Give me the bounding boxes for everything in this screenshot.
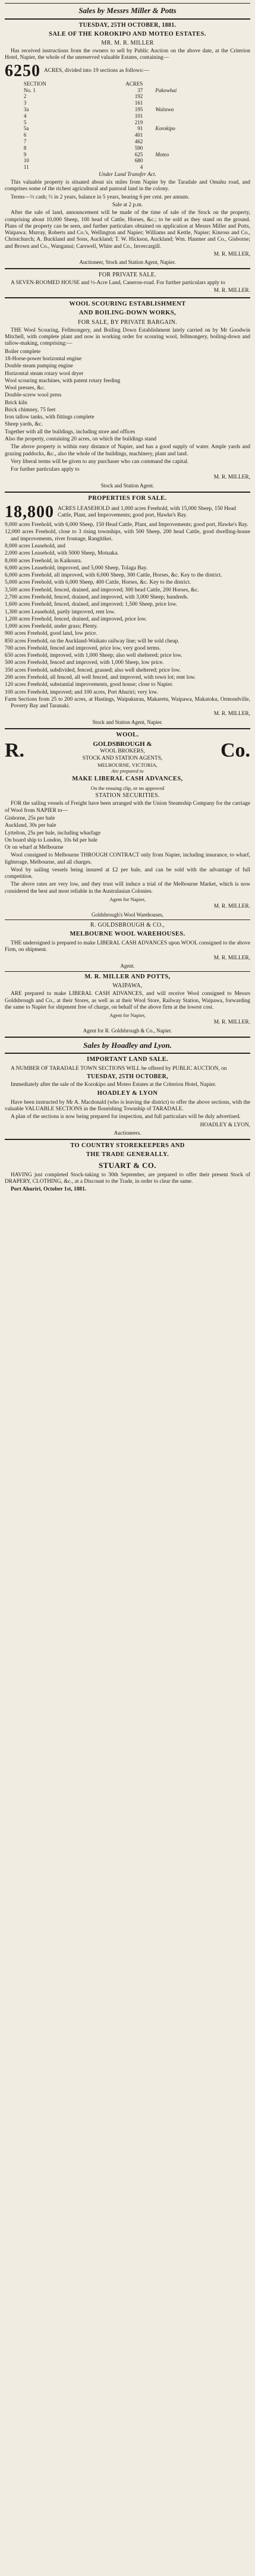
divider	[5, 919, 250, 920]
list-item: Brick kiln	[5, 399, 27, 406]
korokipo-advert	[5, 22, 250, 266]
list-item: 6,000 acres Freehold, all improved, with 6,000 Sheep, 300 Cattle, Horses, &c. Key to the district.	[5, 572, 222, 579]
signature-title: Stock and Station Agent.	[100, 482, 155, 489]
firm-line-4: Are prepared to	[111, 768, 144, 774]
list-item: 3,500 acres Freehold, fenced, drained, and improved; 300 head Cattle, 200 Horses, &c.	[5, 587, 199, 593]
divider	[5, 268, 250, 269]
cell-section: 2	[23, 93, 27, 100]
table-row	[22, 145, 233, 152]
list-item: Double steam pumping engine	[5, 363, 73, 370]
list-item: 850 acres Freehold, on the Auckland-Waikato railway line; will be sold cheap.	[5, 638, 180, 644]
table-row	[22, 87, 233, 94]
acreage-figure: 6250	[5, 61, 40, 80]
list-item: Boiler complete	[5, 348, 41, 355]
auctioneer-name: MR. M. R. MILLER	[101, 40, 154, 47]
col-head-acres: ACRES	[125, 80, 143, 87]
stuart-heading-1: TO COUNTRY STOREKEEPERS AND	[70, 1142, 185, 1149]
cell-place: Pakowhai	[155, 87, 177, 93]
cell-acres: 4	[140, 164, 143, 171]
list-item: 900 acres Freehold, good land, low price.	[5, 631, 97, 637]
sections-table-body	[22, 87, 233, 171]
list-item: Auckland, 30s per bale	[5, 823, 56, 829]
cell-place	[144, 138, 233, 145]
freight-rate-list	[5, 815, 250, 851]
list-item: 350 acres Freehold, subdivided, fenced, grassed; also well sheltered; price low.	[5, 667, 181, 673]
cell-acres: 462	[134, 138, 143, 144]
goldsbrough-advert	[5, 732, 250, 918]
col-head-place	[144, 81, 233, 87]
list-item: 2,000 acres Leasehold, with 5000 Sheep, Motuaka.	[5, 550, 119, 557]
warehouse-note: Goldsbrough's Wool Warehouses,	[91, 911, 164, 918]
acreage-text: ACRES LEASEHOLD and 1,000 acres Freehold, with 15,000 Sheep, 150 Head Cattle, Plant, and Improvements; good port, Hawke's Bay.	[58, 506, 236, 519]
cell-section: 8	[23, 144, 27, 151]
cell-section: 10	[23, 158, 29, 164]
table-row	[22, 152, 233, 158]
stock-announcement: After the sale of land, announcement will be made of the time of sale of the Stock on the property, comprising about 10,000 Sheep, 100 head of Cattle, Horses, &c.; to be sold as they stand on the ground. Plans of the property can be seen, and further particulars obtained on application at Messrs Miller and Potts, Waipawa; Murray, Roberts and Co.'s, Wellington and Napier; Williams and Kettle, Napier; Kinross and Co., Christchurch; A. Buckland and Sons, Auckland; T. W. Hickson, Auckland; Wm. Hanmer and Co., Gisborne; and Brown and Co., Wanganui; Carswell, White and Co., Invercargill.	[5, 210, 250, 250]
list-item: 1,000 acres Freehold, under grass; Plenty.	[5, 623, 98, 630]
divider	[5, 1037, 250, 1038]
cell-place	[144, 100, 233, 106]
list-item: Farm Sections from 25 to 200 acres, at Hastings, Waipukurau, Makaretu, Waipawa, Makatoku, Ormondville, Poverty Bay and Taranaki.	[5, 696, 250, 710]
cell-acres: 590	[134, 144, 143, 151]
signature: M. R. MILLER,	[213, 955, 250, 961]
goldsbrough-title-block	[5, 741, 250, 762]
list-item: Gisborne, 25s per bale	[5, 815, 55, 821]
list-item: 18-Horse-power horizontal engine	[5, 355, 82, 362]
wool-scouring-advert	[5, 301, 250, 489]
acreage-line	[5, 63, 250, 80]
list-item: Wool scouring machines, with patent rotary feeding	[5, 377, 121, 384]
stuart-advert	[5, 1142, 250, 1193]
sale-title: SALE OF THE KOROKIPO AND MOTEO ESTATES.	[49, 30, 206, 37]
freight-insurance: Wool by sailing vessels being insured at £2 per bale, and can be sold with the advantage of full competition.	[5, 867, 250, 880]
wool-label: WOOL.	[116, 731, 139, 738]
stuart-heading-2: THE TRADE GENERALLY.	[86, 1151, 169, 1158]
firm-name: GOLDSBROUGH &	[93, 741, 152, 748]
taradale-firm: HOADLEY & LYON	[97, 1090, 158, 1097]
signature: HOADLEY & LYON,	[200, 1122, 250, 1128]
freight-intro: FOR the sailing vessels of Freight have been arranged with the Union Steamship Company for the carriage of Wool from NAPIER to—	[5, 801, 250, 814]
sections-table	[22, 81, 233, 171]
firm-line-7: STATION SECURITIES.	[95, 792, 160, 799]
acreage-text: ACRES, divided into 19 sections as follows:—	[44, 68, 149, 74]
signature: M. R. MILLER.	[213, 288, 250, 294]
stuart-date: Port Ahuriri, October 1st, 1881.	[11, 1186, 87, 1193]
table-row	[22, 119, 233, 126]
agent-label: Agent for Napier,	[109, 1012, 146, 1019]
signature-title: Agent for R. Goldsbrough & Co., Napier.	[83, 1027, 172, 1034]
divider	[5, 18, 250, 20]
cell-place	[144, 93, 233, 100]
cell-acres: 401	[134, 132, 143, 138]
list-item: Together with all the buildings, including store and offices	[5, 429, 136, 435]
taradale-timing: Immediately after the sale of the Korokipo and Moteo Estates at the Criterion Hotel, Napier.	[11, 1081, 216, 1088]
table-row	[22, 158, 233, 164]
wool-plant-list	[5, 349, 250, 443]
terms-text: Terms—⅓ cash; ⅓ in 2 years, balance in 5 years, bearing 6 per cent. per annum.	[11, 194, 190, 200]
list-item: 9,000 acres Freehold, with 6,000 Sheep, 150 Head Cattle, Plant, and Improvements; good port, Hawke's Bay.	[5, 522, 248, 528]
firm-line-3: MELBOURNE, VICTORIA,	[97, 761, 158, 768]
wool-terms: Very liberal terms will be given to any purchaser who can command the capital.	[11, 458, 189, 465]
properties-heading: PROPERTIES FOR SALE.	[88, 495, 167, 502]
list-item: 650 acres Freehold, improved, with 1,000 Sheep; also well sheltered; price low.	[5, 653, 182, 659]
cell-place	[144, 158, 233, 164]
stuart-text: HAVING just completed Stock-taking to 30th September, are prepared to offer their present Stock of DRAPERY, CLOTHING, &c., at a Discount to the Trade, in order to clear the same.	[5, 1172, 250, 1185]
list-item: 100 acres Freehold, improved; and 100 acres, Port Ahuriri; very low.	[5, 689, 158, 695]
stuart-firm: STUART & CO.	[99, 1160, 156, 1170]
divider	[5, 3, 250, 4]
cell-section: 5a	[23, 125, 29, 132]
waipawa-heading-1: M. R. MILLER AND POTTS,	[84, 973, 171, 980]
acreage-line	[5, 504, 250, 521]
wool-description: The above property is within easy distance of Napier, and has a good supply of water. Ample yards and grazing paddocks, &c., also the whole of the buildings, machinery, plant and land.	[5, 444, 250, 457]
wool-heading-3: FOR SALE, BY PRIVATE BARGAIN.	[77, 319, 178, 326]
masthead-hoadley-lyon: Sales by Hoadley and Lyon.	[83, 1040, 172, 1050]
table-header-row	[22, 81, 233, 87]
properties-advert	[5, 495, 250, 726]
wool-heading-1: WOOL SCOURING ESTABLISHMENT	[69, 300, 186, 307]
signature: M. R. MILLER,	[213, 251, 250, 257]
cell-section: 9	[23, 151, 27, 158]
cell-acres: 219	[134, 119, 143, 125]
freight-through: Wool consigned to Melbourne THROUGH CONTRACT only from Napier, including insurance, to wharf, lighterage, Melbourne, and all charges.	[5, 852, 250, 865]
cell-acres: 625	[134, 151, 143, 158]
cell-section: 5	[23, 119, 27, 125]
cell-section: 3a	[23, 106, 29, 112]
list-item: 200 acres Freehold, all fenced, all well fenced, and improved, with town lot; rent low.	[5, 675, 196, 681]
cell-place	[144, 113, 233, 119]
property-list	[5, 522, 250, 710]
signature-title: Agent.	[120, 962, 135, 969]
masthead-miller-potts: Sales by Messrs Miller & Potts	[78, 6, 177, 15]
list-item: Double-screw wool press	[5, 392, 62, 399]
cell-acres: 680	[134, 158, 143, 164]
list-item: Wool presses, &c.	[5, 385, 45, 392]
large-initial-r: R.	[5, 739, 25, 762]
private-sale-advert	[5, 272, 250, 295]
taradale-intro: A NUMBER OF TARADALE TOWN SECTIONS WILL be offered by PUBLIC AUCTION, on	[11, 1065, 227, 1072]
waipawa-advert	[5, 974, 250, 1034]
table-row	[22, 164, 233, 171]
signature: M. R. MILLER.	[213, 1019, 250, 1026]
list-item: 8,000 acres Freehold, in Kaikoura.	[5, 558, 82, 564]
freight-note: The above rates are very low, and they trust will induce a trial of the Melbourne Market, which is now considered the best and most reliable in the Australasian Colonies.	[5, 881, 250, 895]
table-row	[22, 100, 233, 106]
cell-acres: 37	[137, 87, 143, 93]
list-item: Also the property, containing 20 acres, on which the buildings stand	[5, 436, 157, 443]
taradale-date: TUESDAY, 25TH OCTOBER,	[87, 1073, 168, 1080]
land-transfer-note: Under Land Transfer Act.	[99, 171, 156, 178]
cell-place	[144, 164, 233, 171]
list-item: 1,600 acres Freehold, fenced, drained, and improved; 1,500 Sheep, price low.	[5, 602, 178, 608]
cell-place: Moteo	[155, 151, 169, 158]
warehouse-heading-1: R. GOLDSBROUGH & CO.,	[90, 922, 165, 929]
table-row	[22, 132, 233, 138]
taradale-instructions: Have been instructed by Mr A. Macdonald (who is leaving the district) to offer the above sections, with the valuable VALUABLE SECTIONS in the flourishing Township of TARADALE.	[5, 1099, 250, 1113]
private-sale-text: A SEVEN-ROOMED HOUSE and ½-Acre Land, Caneron-road. For further particulars apply to	[11, 280, 225, 286]
private-sale-heading: FOR PRIVATE SALE.	[99, 272, 156, 279]
property-description: This valuable property is situated about six miles from Napier by the Taradale and Omahu road, and comprises some of the richest agricultural and pastoral land in the colony.	[5, 179, 250, 193]
cell-section: 7	[23, 138, 27, 144]
list-item: Brick chimney, 75 feet	[5, 407, 56, 413]
wool-intro: THE Wool Scouring, Fellmongery, and Boiling Down Establishment lately carried on by Mr Goodwin Mitchell, with complete plant and now in working order for scouring wool, fellmongery, boiling-down and tallow-making, comprising:—	[5, 327, 250, 347]
list-item: Iron tallow tanks, with fittings complete	[5, 414, 95, 421]
cell-acres: 192	[134, 93, 143, 100]
cell-section: No. 1	[23, 87, 36, 93]
list-item: 1,200 acres Freehold, fenced, drained, and improved, price low.	[5, 616, 147, 622]
table-row	[22, 113, 233, 119]
warehouse-heading-2: MELBOURNE WOOL WAREHOUSES.	[70, 931, 185, 938]
signature-title: Auctioneer, Stock and Station Agent, Napier.	[79, 259, 176, 266]
table-row	[22, 106, 233, 113]
taradale-heading: IMPORTANT LAND SALE.	[86, 1056, 169, 1063]
list-item: Lyttelton, 25s per bale, including wharfage	[5, 830, 101, 836]
firm-line-6: On the ensuing clip, or on approved	[90, 785, 165, 792]
firm-line-5: MAKE LIBERAL CASH ADVANCES,	[72, 776, 183, 783]
list-item: 5,000 acres Freehold, with 6,000 Sheep, 400 Cattle, Horses, &c. Key to the district.	[5, 580, 191, 586]
list-item: Or on wharf at Melbourne	[5, 845, 64, 851]
taradale-plan: A plan of the sections is now being prepared for inspection, and full particulars will be duly advertised.	[11, 1114, 241, 1120]
cell-acres: 91	[137, 125, 143, 132]
waipawa-text: ARE prepared to make LIBERAL CASH ADVANCES, and will receive Wool consigned to Messrs Goldsbrough and Co., at their Stores, as well as at their Wool Store, Railway Station, Waipawa, forwarding the same to Napier for shipment free of charge, on behalf of the above firm at the lowest cost.	[5, 991, 250, 1010]
agent-name: M. R. MILLER.	[213, 903, 250, 910]
acreage-figure: 18,800	[5, 503, 54, 522]
signature: M. R. MILLER,	[213, 474, 250, 481]
firm-line-2: STOCK AND STATION AGENTS,	[82, 755, 163, 761]
warehouse-text: THE undersigned is prepared to make LIBERAL CASH ADVANCES upon WOOL consigned to the above Firm, on shipment.	[5, 940, 250, 953]
cell-acres: 101	[134, 112, 143, 119]
cell-section: 4	[23, 112, 27, 119]
taradale-advert	[5, 1056, 250, 1136]
list-item: 8,000 acres Leasehold, and	[5, 543, 65, 549]
sale-time: Sale at 2 p.m.	[112, 202, 143, 209]
table-row	[22, 125, 233, 132]
list-item: 6,000 acres Leasehold, improved, and 5,000 Sheep, Tolaga Bay.	[5, 565, 148, 571]
signature-title: Auctioneers.	[114, 1129, 141, 1136]
signature: M. R. MILLER,	[213, 711, 250, 717]
list-item: 1,300 acres Leasehold, partly improved, rent low.	[5, 609, 115, 615]
list-item: 500 acres Freehold, fenced and improved, with 1,000 Sheep, low price.	[5, 660, 164, 666]
list-item: Sheep yards, &c.	[5, 421, 43, 428]
list-item: 12,000 acres Freehold, close to 3 rising townships, with 500 Sheep, 200 head Cattle, good dwelling-house and improvements, river frontage, Rangitikei.	[5, 529, 250, 542]
newspaper-page	[5, 0, 250, 1193]
list-item: 2,700 acres Freehold, fenced, drained, and improved, with 3,000 Sheep; hundreds.	[5, 594, 189, 600]
col-head-section: SECTION	[23, 80, 46, 87]
wool-apply: For further particulars apply to	[11, 467, 80, 473]
list-item: 700 acres Freehold, fenced and improved, price low, very good terms.	[5, 645, 161, 651]
agent-label: Agent for Napier,	[109, 896, 146, 903]
table-row	[22, 138, 233, 145]
list-item: Horizontal steam rotary wool dryer	[5, 370, 84, 377]
waipawa-heading-2: WAIPAWA,	[112, 982, 143, 990]
divider	[5, 297, 250, 298]
cell-place	[144, 145, 233, 152]
list-item: On board ship to London, 10s 6d per bale	[5, 837, 97, 843]
goldsbrough-warehouse-advert	[5, 922, 250, 969]
cell-place: Waitawa	[155, 106, 174, 112]
divider	[5, 728, 250, 729]
cell-place	[144, 132, 233, 138]
large-initial-co: Co.	[220, 739, 250, 762]
cell-section: 3	[23, 100, 27, 106]
cell-place: Korokipo	[155, 125, 175, 132]
table-row	[22, 93, 233, 100]
cell-place	[144, 119, 233, 126]
cell-acres: 161	[134, 100, 143, 106]
divider	[5, 1053, 250, 1054]
list-item: 120 acres Freehold, substantial improvements, good house; close to Napier.	[5, 682, 174, 688]
divider	[5, 492, 250, 493]
cell-section: 11	[23, 164, 29, 171]
sale-date: TUESDAY, 25TH OCTOBER, 1881.	[78, 21, 177, 29]
intro-text: Has received instructions from the owners to sell by Public Auction on the above date, at the Criterion Hotel, Napier, the whole of the unreserved valuable Estates, containing—	[5, 48, 250, 61]
cell-section: 6	[23, 132, 27, 138]
divider	[5, 1139, 250, 1140]
divider	[5, 971, 250, 972]
signature-title: Stock and Station Agent, Napier.	[92, 719, 163, 725]
firm-line-1: WOOL BROKERS,	[100, 748, 145, 755]
wool-heading-2: AND BOILING-DOWN WORKS,	[78, 310, 177, 317]
cell-acres: 195	[134, 106, 143, 112]
